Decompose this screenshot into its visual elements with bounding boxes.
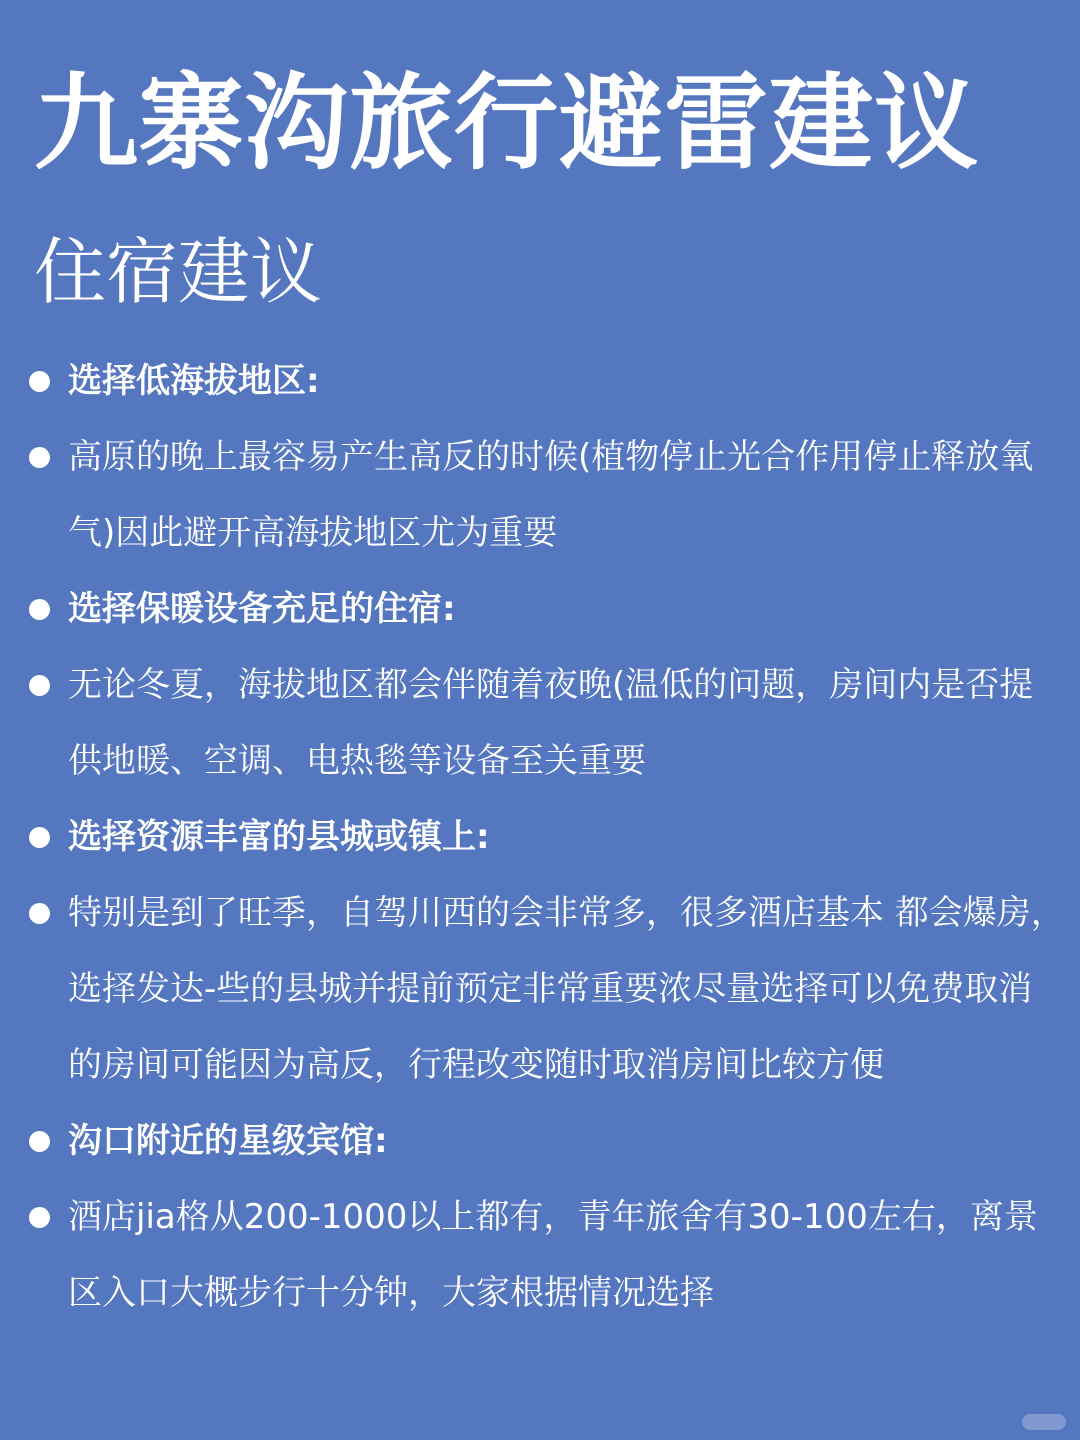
bullet-icon [29,599,50,620]
item-heading-text: 选择资源丰富的县城或镇上: [68,817,490,857]
list-item-heading [0,799,1080,875]
item-heading-text: 选择保暖设备充足的住宿: [68,589,456,629]
item-heading-text: 沟口附近的星级宾馆: [68,1121,388,1161]
list-item-heading [0,343,1080,419]
bullet-icon [29,371,50,392]
watermark-logo [1022,1414,1066,1430]
list-item-body [0,1179,1080,1331]
bullet-icon [29,447,50,468]
page-title: 九寨沟旅行避雷建议 [34,62,980,184]
bullet-icon [29,903,50,924]
tips-list [0,343,1080,1331]
list-item-body [0,875,1080,1103]
list-item-heading [0,1103,1080,1179]
section-subtitle: 住宿建议 [34,230,323,314]
list-item-body [0,419,1080,571]
list-item-body [0,647,1080,799]
item-body-text: 高原的晚上最容易产生高反的时候(植物停止光合作用停止释放氧气)因此避开高海拔地区尤为重要 [68,437,1034,553]
item-body-text: 特别是到了旺季，自驾川西的会非常多，很多酒店基本 都会爆房，选择发达-些的县城并提前预定非常重要浓尽量选择可以免费取消的房间可能因为高反，行程改变随时取消房间比较方便 [68,893,1065,1085]
item-body-text: 无论冬夏，海拔地区都会伴随着夜晚(温低的问题，房间内是否提供地暖、空调、电热毯等设备至关重要 [68,665,1034,781]
item-body-text: 酒店jia格从200-1000以上都有，青年旅舍有30-100左右，离景区入口大概步行十分钟，大家根据情况选择 [68,1197,1038,1313]
list-item-heading [0,571,1080,647]
bullet-icon [29,1131,50,1152]
item-heading-text: 选择低海拔地区: [68,361,320,401]
bullet-icon [29,675,50,696]
bullet-icon [29,827,50,848]
bullet-icon [29,1207,50,1228]
